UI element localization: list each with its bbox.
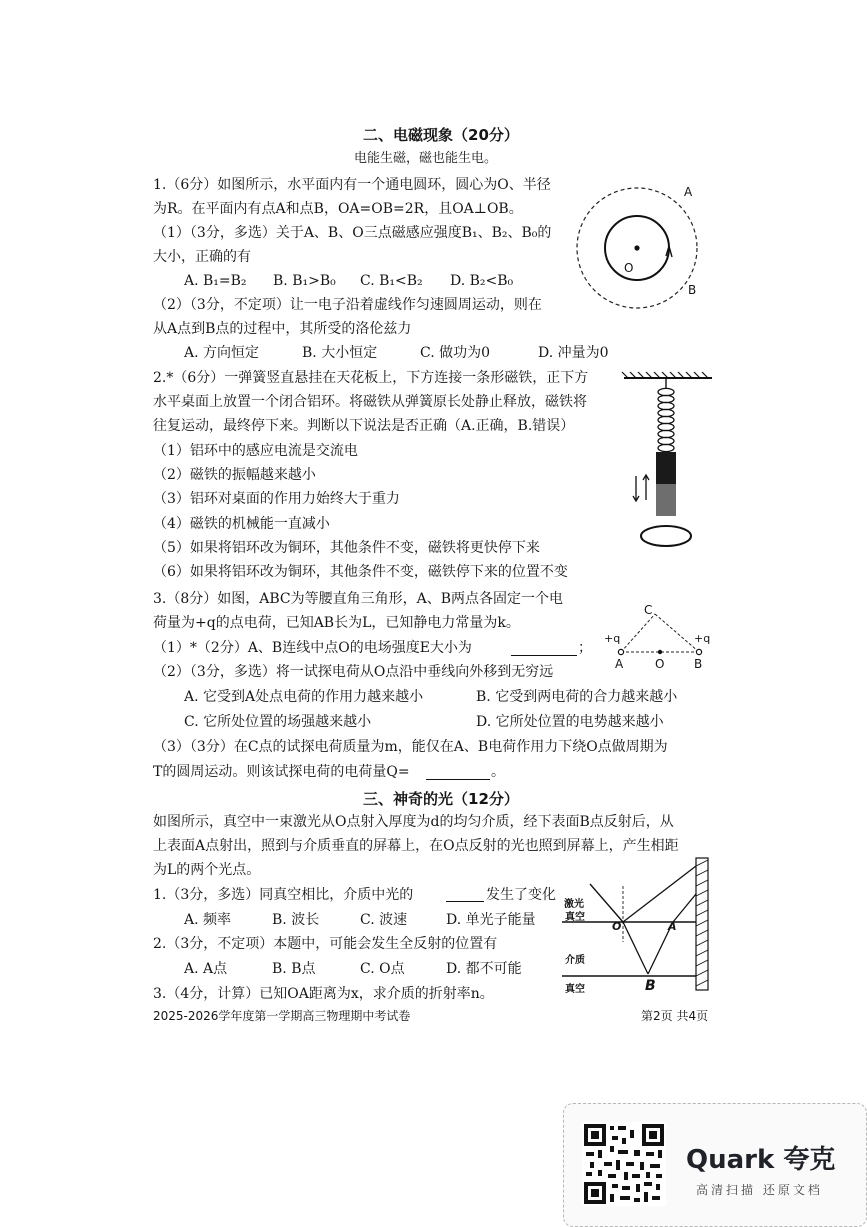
q1-sub2-option-d: D. 冲量为0 [538, 345, 609, 361]
q2-item: （1）铝环中的感应电流是交流电 [153, 443, 358, 459]
sec3-fig-medium-label: 介质 [565, 955, 585, 966]
q3-line-2: 荷量为+q的点电荷，已知AB长为L，已知静电力常量为k。 [153, 615, 520, 631]
q3-line-6-end: 。 [491, 764, 505, 780]
section-3-title: 三、神奇的光（12分） [363, 790, 519, 808]
sec3-fig-vacuum-top-label: 真空 [565, 912, 585, 923]
q1-line-6: 从A点到B点的过程中，其所受的洛伦兹力 [153, 321, 412, 337]
q2-line-1: 2.*（6分）一弹簧竖直悬挂在天花板上，下方连接一条形磁铁，正下方 [153, 370, 589, 386]
quark-tagline: 高清扫描 还原文档 [696, 1183, 823, 1197]
q3-line-4: （2）（3分，多选）将一试探电荷从O点沿中垂线向外移到无穷远 [153, 664, 554, 680]
q1-line-2: 为R。在平面内有点A和点B，OA=OB=2R，且OA⊥OB。 [153, 201, 523, 217]
sec3-fig-vacuum-bottom-label: 真空 [565, 984, 585, 995]
sec3-intro-2: 上表面A点射出，照到与介质垂直的屏幕上，在O点反射的光也照到屏幕上，产生相距 [153, 838, 679, 854]
sec3-q2-option-a: A. A点 [184, 961, 228, 977]
q1-sub2-option-b: B. 大小恒定 [302, 345, 378, 361]
q3-option-d: D. 它所处位置的电势越来越小 [476, 714, 664, 730]
footer-page-number: 第2页 共4页 [641, 1009, 709, 1023]
sec3-q2: 2.（3分，不定项）本题中，可能会发生全反射的位置有 [153, 936, 498, 952]
q3-line-3: （1）*（2分）A、B连线中点O的电场强度E大小为 [153, 640, 472, 656]
section-2-motto: 电能生磁，磁也能生电。 [354, 151, 498, 166]
sec3-q1-option-c: C. 波速 [360, 912, 408, 928]
quark-brand-text: Quark 夸克 [686, 1145, 836, 1175]
q3-line-1: 3.（8分）如图，ABC为等腰直角三角形，A、B两点各固定一个电 [153, 591, 564, 607]
sec3-intro-1: 如图所示，真空中一束激光从O点射入厚度为d的均匀介质，经下表面B点反射后，从 [153, 814, 674, 830]
q3-point-c-label: C [644, 603, 653, 617]
q1-sub2-option-c: C. 做功为0 [420, 345, 491, 361]
q1-line-3: （1）（3分，多选）关于A、B、O三点磁感应强度B₁、B₂、B₀的 [153, 225, 552, 241]
q3-line-5: （3）（3分）在C点的试探电荷质量为m，能仅在A、B电荷作用力下绕O点做周期为 [153, 739, 668, 755]
q2-line-3: 往复运动，最终停下来。判断以下说法是否正确（A.正确，B.错误） [153, 418, 575, 434]
q1-option-b: B. B₁>B₀ [273, 273, 336, 289]
sec3-q2-option-c: C. O点 [360, 961, 405, 977]
q2-item: （5）如果将铝环改为铜环，其他条件不变，磁铁将更快停下来 [153, 540, 540, 556]
q3-charge-b-label: +q [694, 632, 711, 645]
sec3-q1-blank [446, 901, 484, 902]
sec3-fig-point-b-label: B [645, 978, 656, 994]
footer-exam-title: 2025-2026学年度第一学期高三物理期中考试卷 [153, 1009, 411, 1023]
q3-line-3-end: ； [578, 640, 592, 656]
q3-answer-blank-1 [511, 655, 577, 656]
q3-line-6: T的圆周运动。则该试探电荷的电荷量Q= [153, 764, 410, 780]
q3-point-a-label: A [615, 657, 624, 671]
sec3-light-figure [562, 856, 714, 996]
q3-point-o-label: O [655, 657, 665, 671]
q1-option-a: A. B₁=B₂ [184, 273, 247, 289]
q1-sub2-option-a: A. 方向恒定 [184, 345, 260, 361]
sec3-q1-option-a: A. 频率 [184, 912, 232, 928]
qr-code-icon [582, 1122, 666, 1206]
q1-line-5: （2）（3分，不定项）让一电子沿着虚线作匀速圆周运动，则在 [153, 297, 542, 313]
q1-option-d: D. B₂<B₀ [450, 273, 514, 289]
q2-item: （6）如果将铝环改为铜环，其他条件不变，磁铁停下来的位置不变 [153, 564, 568, 580]
q2-item: （2）磁铁的振幅越来越小 [153, 467, 316, 483]
q2-spring-magnet-figure [622, 372, 714, 550]
sec3-fig-point-a-label: A [668, 920, 677, 933]
sec3-q1-option-d: D. 单光子能量 [446, 912, 536, 928]
quark-scan-badge [563, 1103, 867, 1227]
q1-option-c: C. B₁<B₂ [360, 273, 423, 289]
q3-point-b-label: B [694, 657, 703, 671]
q1-point-a-label: A [684, 185, 693, 199]
q3-answer-blank-2 [426, 779, 490, 780]
q1-point-b-label: B [688, 283, 697, 297]
q3-option-b: B. 它受到两电荷的合力越来越小 [476, 689, 678, 705]
sec3-fig-laser-label: 激光 [564, 899, 584, 910]
q2-item: （4）磁铁的机械能一直减小 [153, 516, 330, 532]
sec3-q2-option-d: D. 都不可能 [446, 961, 522, 977]
sec3-intro-3: 为L的两个光点。 [153, 862, 261, 878]
q1-line-4: 大小，正确的有 [153, 249, 251, 265]
q3-charge-a-label: +q [604, 632, 621, 645]
q1-line-1: 1.（6分）如图所示，水平面内有一个通电圆环，圆心为O、半径 [153, 177, 551, 193]
sec3-q3: 3.（4分，计算）已知OA距离为x，求介质的折射率n。 [153, 986, 494, 1002]
q2-item: （3）铝环对桌面的作用力始终大于重力 [153, 491, 400, 507]
sec3-q1-end: 发生了变化 [486, 887, 556, 903]
sec3-q1: 1.（3分，多选）同真空相比，介质中光的 [153, 887, 414, 903]
section-2-title: 二、电磁现象（20分） [363, 126, 519, 144]
sec3-fig-point-o-label: O [612, 920, 622, 933]
sec3-q1-option-b: B. 波长 [272, 912, 320, 928]
sec3-q2-option-b: B. B点 [272, 961, 316, 977]
q2-line-2: 水平桌面上放置一个闭合铝环。将磁铁从弹簧原长处静止释放，磁铁将 [153, 394, 587, 410]
q3-option-a: A. 它受到A处点电荷的作用力越来越小 [184, 689, 424, 705]
q3-option-c: C. 它所处位置的场强越来越小 [184, 714, 372, 730]
q1-center-o-label: O [624, 261, 634, 275]
